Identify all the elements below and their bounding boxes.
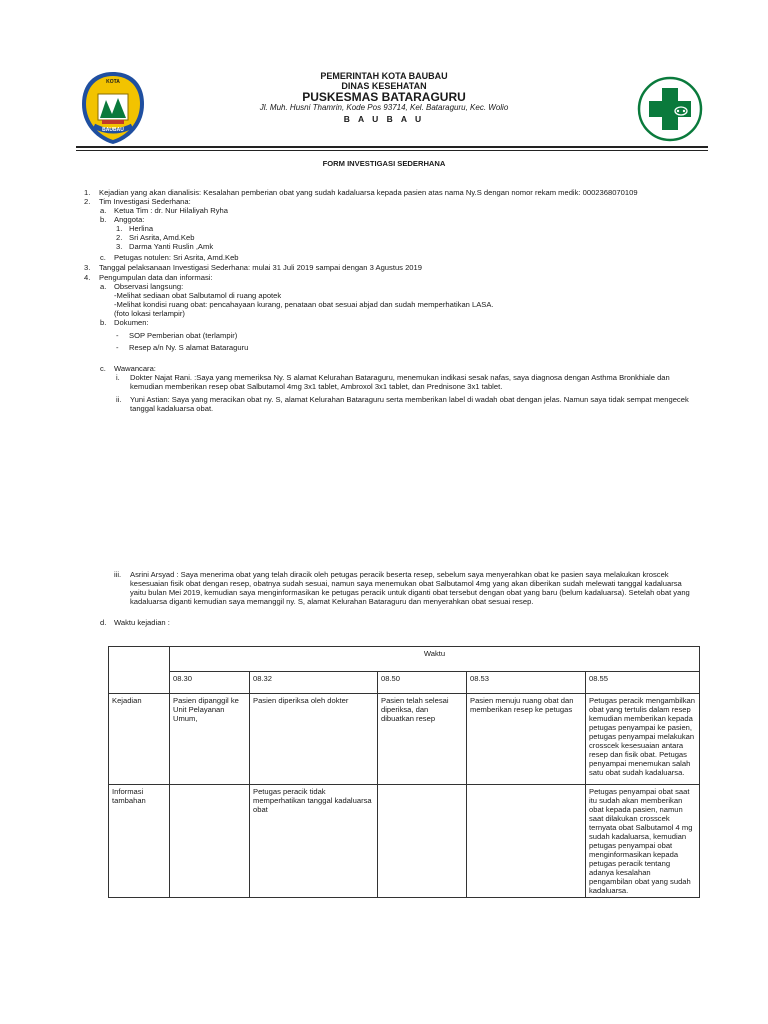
table-cell: Pasien telah selesai diperiksa, dan dibuatkan resep [378, 694, 467, 785]
logo-text-kota: KOTA [106, 79, 120, 85]
table-cell: Pasien diperiksa oleh dokter [250, 694, 378, 785]
member-1: Herlina [129, 224, 154, 233]
item-1-text: Kejadian yang akan dianalisis: Kesalahan pemberian obat yang sudah kadaluarsa kepada pasien atas nama Ny.S dengan nomor rekam medik: 0002368070109 [99, 188, 638, 197]
row-label-informasi: Informasi tambahan [109, 785, 170, 898]
kota-baubau-logo [80, 70, 146, 146]
puskesmas-logo [637, 76, 703, 142]
time-cell: 08.53 [467, 672, 586, 694]
interview-ii-text: Yuni Astian: Saya yang meracikan obat ny. S, alamat Kelurahan Bataraguru serta memberikan label di wadah obat dengan jelas. Namun saya tidak sempat mengecek tanggal kadaluarsa obat. [130, 395, 689, 413]
logo-text-baubau: BAUBAU [102, 127, 124, 133]
item-4a-letter: a. [100, 282, 107, 291]
table-cell: Pasien dipanggil ke Unit Pelayanan Umum, [170, 694, 250, 785]
observation-2: -Melihat kondisi ruang obat: pencahayaan kurang, penataan obat sesuai abjad dan sudah memperhatikan LASA. [114, 300, 494, 309]
row-label-kejadian: Kejadian [109, 694, 170, 785]
item-4d-letter: d. [100, 618, 107, 627]
item-4-text: Pengumpulan data dan informasi: [99, 273, 213, 282]
item-4d-text: Waktu kejadian : [114, 618, 170, 627]
member-2-number: 2. [116, 233, 123, 242]
member-1-number: 1. [116, 224, 123, 233]
table-cell [170, 785, 250, 898]
document-1: SOP Pemberian obat (terlampir) [129, 331, 238, 340]
item-2-number: 2. [84, 197, 91, 206]
item-4b-text: Dokumen: [114, 318, 149, 327]
item-4a-text: Observasi langsung: [114, 282, 184, 291]
time-cell: 08.32 [250, 672, 378, 694]
header-divider-thin [76, 150, 708, 151]
header-government: PEMERINTAH KOTA BAUBAU [320, 71, 448, 81]
table-row [109, 785, 700, 898]
item-2b-text: Anggota: [114, 215, 145, 224]
item-1-number: 1. [84, 188, 91, 197]
table-row [109, 694, 700, 785]
interview-i-text: Dokter Najat Rani. :Saya yang memeriksa Ny. S alamat Kelurahan Bataraguru, menemukan indikasi sesak nafas, saya diagnosa dengan Asthma Bronkhiale dan kemudian memberikan resep obat Salbutamol 4mg 3x1 tablet, Ambroxol 3x1 tablet, dan Prednisone 3x1 tablet. [130, 373, 670, 391]
document-2: Resep a/n Ny. S alamat Bataraguru [129, 343, 249, 352]
item-3-text: Tanggal pelaksanaan Investigasi Sederhana: mulai 31 Juli 2019 sampai dengan 3 Agustus 2019 [99, 263, 422, 272]
interview-iii-number: iii. [114, 570, 122, 579]
header-divider-thick [76, 146, 708, 148]
item-2c-text: Petugas notulen: Sri Asrita, Amd.Keb [114, 253, 239, 262]
document-1-dash: - [116, 331, 119, 340]
interview-i-number: i. [116, 373, 120, 382]
table-header-row [109, 647, 700, 672]
item-2b-letter: b. [100, 215, 107, 224]
observation-3: (foto lokasi terlampir) [114, 309, 185, 318]
table-corner-cell [109, 647, 170, 694]
interview-ii-number: ii. [116, 395, 122, 404]
timeline-table [108, 646, 700, 898]
time-cell: 08.50 [378, 672, 467, 694]
item-2c-letter: c. [100, 253, 106, 262]
table-cell [378, 785, 467, 898]
member-2: Sri Asrita, Amd.Keb [129, 233, 195, 242]
document-2-dash: - [116, 343, 119, 352]
item-4c-text: Wawancara: [114, 364, 156, 373]
item-3-number: 3. [84, 263, 91, 272]
time-cell: 08.55 [586, 672, 700, 694]
table-cell: Petugas penyampai obat saat itu sudah akan memberikan obat kepada pasien, namun saat dilakukan crosscek ternyata obat Salbutamol 4 mg sudah kadaluarsa, kemudian petugas penyampai obat menginformasikan kepada petugas peracik tentang adanya kesalahan pengambilan obat yang sudah kadaluarsa. [586, 785, 700, 898]
table-cell: Petugas peracik tidak memperhatikan tanggal kadaluarsa obat [250, 785, 378, 898]
item-4-number: 4. [84, 273, 91, 282]
member-3: Darma Yanti Ruslin ,Amk [129, 242, 214, 251]
member-3-number: 3. [116, 242, 123, 251]
item-2a-letter: a. [100, 206, 107, 215]
header-department: DINAS KESEHATAN [341, 81, 427, 91]
item-4c-letter: c. [100, 364, 106, 373]
time-cell: 08.30 [170, 672, 250, 694]
table-cell: Pasien menuju ruang obat dan memberikan resep ke petugas [467, 694, 586, 785]
header-puskesmas: PUSKESMAS BATARAGURU [302, 90, 466, 104]
observation-1: -Melihat sediaan obat Salbutamol di ruang apotek [114, 291, 282, 300]
waktu-header: Waktu [170, 647, 700, 672]
item-2a-text: Ketua Tim : dr. Nur Hilaliyah Ryha [114, 206, 228, 215]
table-cell [467, 785, 586, 898]
form-title: FORM INVESTIGASI SEDERHANA [322, 159, 446, 168]
item-4b-letter: b. [100, 318, 107, 327]
interview-iii-text: Asrini Arsyad : Saya menerima obat yang telah diracik oleh petugas peracik beserta resep, sebelum saya menyerahkan obat ke pasien saya melakukan kroscek kesesuaian fisik obat dengan resep, obatnya sudah sesuai, namun saya menemukan obat Salbutamol 4mg yang akan diberikan sudah melewati tanggal kadaluarsa yaitu bulan Mei 2019, kemudian saya menginformasikan ke petugas peracik untuk diganti obat tersebut dengan obat yang baru (belum kadaluarsa). Setelah obat yang kadaluarsa diganti kemudian saya memanggil ny. S, alamat Kelurahan Bataraguru dan menyerahkan obat sesuai resep. [130, 570, 690, 606]
table-time-row [109, 672, 700, 694]
header-address: Jl. Muh. Husni Thamrin, Kode Pos 93714, Kel. Bataraguru, Kec. Wolio [259, 103, 509, 112]
item-2-text: Tim Investigasi Sederhana: [99, 197, 191, 206]
puskesmas-cross-icon [637, 76, 703, 142]
header-city: B A U B A U [343, 114, 425, 124]
table-cell: Petugas peracik mengambilkan obat yang tertulis dalam resep kemudian memberikan kepada petugas penyampai ke pasien, petugas penyampai melakukan crosscek kesesuaian antara resep dan fisik obat. Petugas penyampai menemukan salah satu obat sudah kadaluarsa. [586, 694, 700, 785]
